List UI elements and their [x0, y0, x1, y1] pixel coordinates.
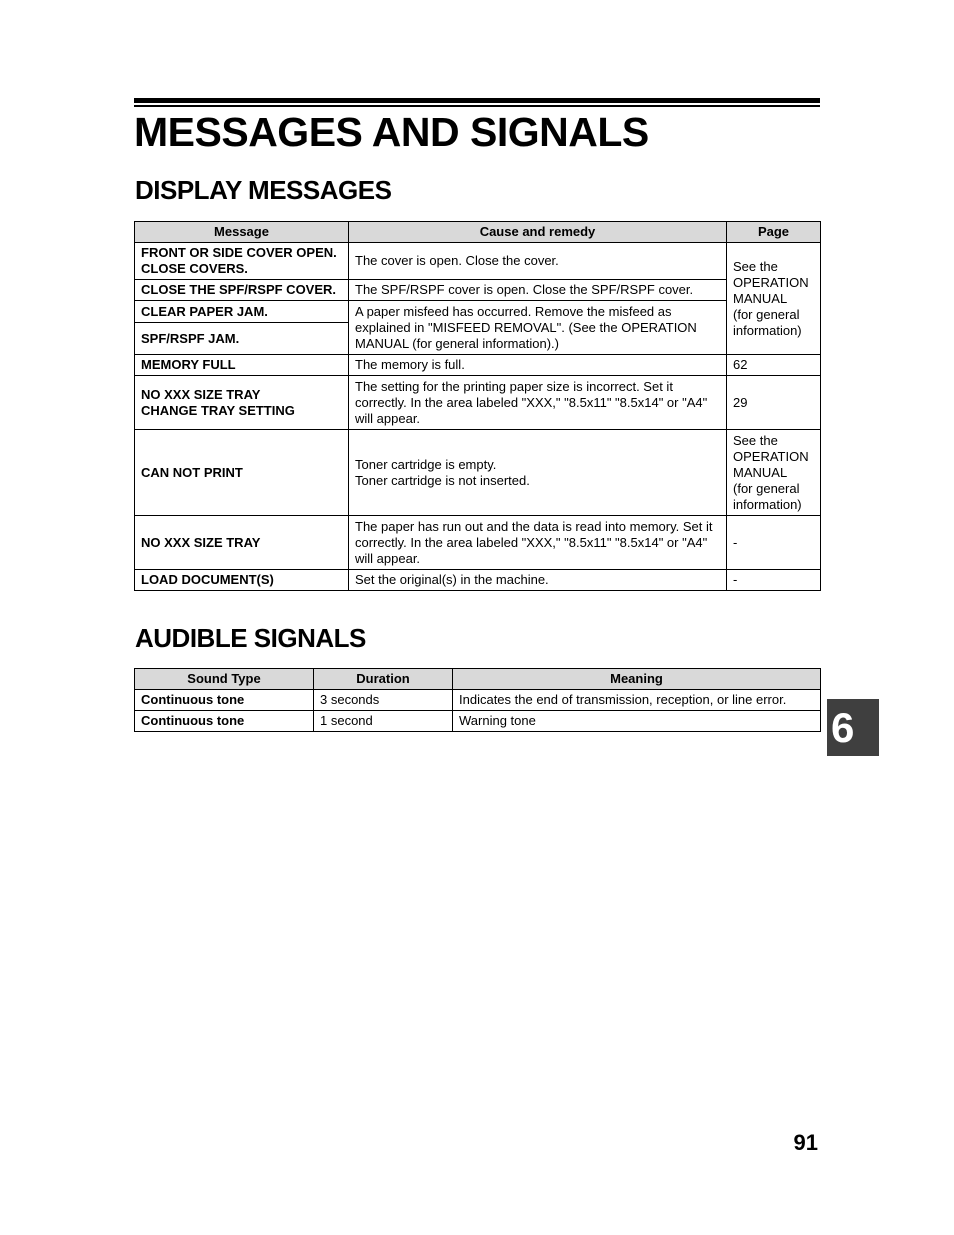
cause-cell: Toner cartridge is empty. Toner cartridge is not inserted. [349, 430, 727, 516]
cause-cell: The SPF/RSPF cover is open. Close the SPF/RSPF cover. [349, 280, 727, 301]
page-number: 91 [793, 1130, 818, 1155]
page-cell: See the OPERATION MANUAL (for general information) [727, 243, 821, 355]
cause-cell: The memory is full. [349, 355, 727, 376]
message-cell: LOAD DOCUMENT(S) [135, 570, 349, 591]
message-cell: CLEAR PAPER JAM. [135, 301, 349, 323]
column-header-message: Message [135, 222, 349, 243]
page-cell: 62 [727, 355, 821, 376]
display-messages-table [134, 221, 821, 591]
table-header-row [135, 222, 821, 243]
cause-cell: The setting for the printing paper size is incorrect. Set it correctly. In the area labeled "XXX," "8.5x11" "8.5x14" or "A4" will appear. [349, 376, 727, 430]
page-title: MESSAGES AND SIGNALS [134, 109, 649, 155]
message-cell: CLOSE THE SPF/RSPF COVER. [135, 280, 349, 301]
page-cell: 29 [727, 376, 821, 430]
table-row [135, 570, 821, 591]
table-row [135, 430, 821, 516]
column-header-sound-type: Sound Type [135, 669, 314, 690]
message-cell: CAN NOT PRINT [135, 430, 349, 516]
header-rule-thick [134, 98, 820, 103]
column-header-cause: Cause and remedy [349, 222, 727, 243]
header-rule-thin [134, 105, 820, 107]
section-title-display-messages: DISPLAY MESSAGES [135, 175, 392, 205]
table-row [135, 516, 821, 570]
table-row [135, 376, 821, 430]
column-header-page: Page [727, 222, 821, 243]
column-header-meaning: Meaning [453, 669, 821, 690]
meaning-cell: Warning tone [453, 711, 821, 732]
sound-type-cell: Continuous tone [135, 690, 314, 711]
message-cell: FRONT OR SIDE COVER OPEN. CLOSE COVERS. [135, 243, 349, 280]
page-cell: - [727, 570, 821, 591]
table-row [135, 355, 821, 376]
table-row [135, 280, 821, 301]
message-cell: NO XXX SIZE TRAY CHANGE TRAY SETTING [135, 376, 349, 430]
column-header-duration: Duration [314, 669, 453, 690]
cause-cell: A paper misfeed has occurred. Remove the misfeed as explained in "MISFEED REMOVAL". (See the OPERATION MANUAL (for general information).) [349, 301, 727, 355]
message-cell: SPF/RSPF JAM. [135, 323, 349, 355]
chapter-tab: 6 [827, 699, 879, 756]
sound-type-cell: Continuous tone [135, 711, 314, 732]
cause-cell: The cover is open. Close the cover. [349, 243, 727, 280]
cause-cell: Set the original(s) in the machine. [349, 570, 727, 591]
table-row [135, 301, 821, 323]
table-row [135, 690, 821, 711]
section-title-audible-signals: AUDIBLE SIGNALS [135, 623, 366, 653]
table-row [135, 711, 821, 732]
meaning-cell: Indicates the end of transmission, reception, or line error. [453, 690, 821, 711]
page-cell: See the OPERATION MANUAL (for general information) [727, 430, 821, 516]
duration-cell: 3 seconds [314, 690, 453, 711]
audible-signals-table [134, 668, 821, 732]
table-row [135, 243, 821, 280]
message-cell: MEMORY FULL [135, 355, 349, 376]
duration-cell: 1 second [314, 711, 453, 732]
cause-cell: The paper has run out and the data is read into memory. Set it correctly. In the area labeled "XXX," "8.5x11" "8.5x14" or "A4" will appear. [349, 516, 727, 570]
table-header-row [135, 669, 821, 690]
message-cell: NO XXX SIZE TRAY [135, 516, 349, 570]
page-cell: - [727, 516, 821, 570]
